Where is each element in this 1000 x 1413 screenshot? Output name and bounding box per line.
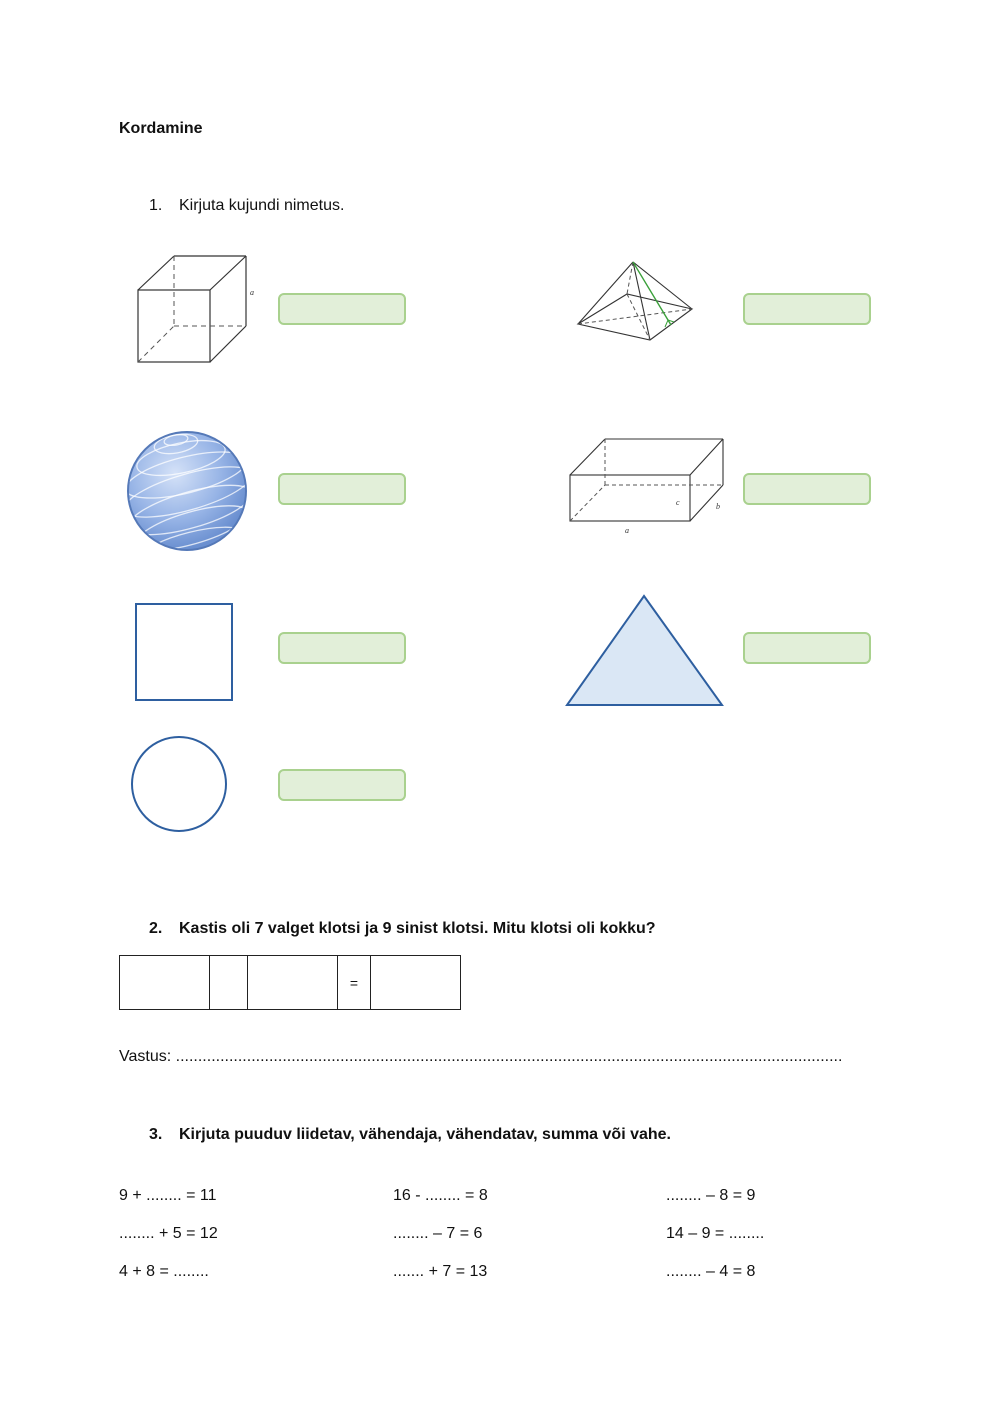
- triangle-shape: [565, 594, 725, 709]
- answer-field-triangle[interactable]: [743, 632, 871, 664]
- exercise-r1-c2[interactable]: 16 - ........ = 8: [393, 1187, 488, 1204]
- answer-label: Vastus:: [119, 1048, 172, 1065]
- answer-dots: ......................................................................................................................................................: [175, 1048, 843, 1065]
- answer-field-cuboid[interactable]: [743, 473, 871, 505]
- cube-label-a: a: [250, 288, 254, 297]
- cuboid-shape: [565, 435, 730, 540]
- equation-cell-equals: =: [338, 956, 371, 1010]
- sphere-shape: [126, 430, 250, 554]
- equation-table: [119, 955, 461, 1010]
- answer-field-square[interactable]: [278, 632, 406, 664]
- task1-number: 1.: [149, 197, 163, 214]
- cuboid-label-a: a: [625, 526, 629, 535]
- exercise-r1-c3[interactable]: ........ – 8 = 9: [666, 1187, 756, 1204]
- pyramid-shape: [575, 258, 700, 348]
- page-title: Kordamine: [119, 120, 203, 137]
- exercise-r3-c2[interactable]: ....... + 7 = 13: [393, 1263, 488, 1280]
- equation-cell-result[interactable]: [371, 956, 461, 1010]
- task3-number: 3.: [149, 1126, 163, 1143]
- exercise-r2-c3[interactable]: 14 – 9 = ........: [666, 1225, 765, 1242]
- task3-text: Kirjuta puuduv liidetav, vähendaja, vähendatav, summa või vahe.: [179, 1126, 671, 1143]
- equation-cell-second-number[interactable]: [248, 956, 338, 1010]
- task3-heading: [149, 1126, 671, 1144]
- exercise-r2-c1[interactable]: ........ + 5 = 12: [119, 1225, 218, 1242]
- task2-heading: [149, 920, 656, 938]
- cube-shape: [130, 250, 260, 370]
- task1-text: Kirjuta kujundi nimetus.: [179, 197, 345, 214]
- answer-field-cube[interactable]: [278, 293, 406, 325]
- exercise-r3-c3[interactable]: ........ – 4 = 8: [666, 1263, 756, 1280]
- equation-cell-first-number[interactable]: [120, 956, 210, 1010]
- task1-heading: [149, 197, 344, 215]
- answer-field-pyramid[interactable]: [743, 293, 871, 325]
- task2-text: Kastis oli 7 valget klotsi ja 9 sinist klotsi. Mitu klotsi oli kokku?: [179, 920, 656, 937]
- cuboid-label-c: c: [676, 498, 680, 507]
- answer-field-sphere[interactable]: [278, 473, 406, 505]
- circle-shape: [130, 735, 230, 835]
- cuboid-label-b: b: [716, 502, 720, 511]
- exercise-r3-c1[interactable]: 4 + 8 = ........: [119, 1263, 209, 1280]
- exercise-r2-c2[interactable]: ........ – 7 = 6: [393, 1225, 483, 1242]
- task2-number: 2.: [149, 920, 163, 937]
- answer-field-circle[interactable]: [278, 769, 406, 801]
- square-shape: [135, 603, 235, 703]
- answer-line[interactable]: [119, 1048, 879, 1066]
- exercise-r1-c1[interactable]: 9 + ........ = 11: [119, 1187, 217, 1204]
- equation-cell-operator[interactable]: [210, 956, 248, 1010]
